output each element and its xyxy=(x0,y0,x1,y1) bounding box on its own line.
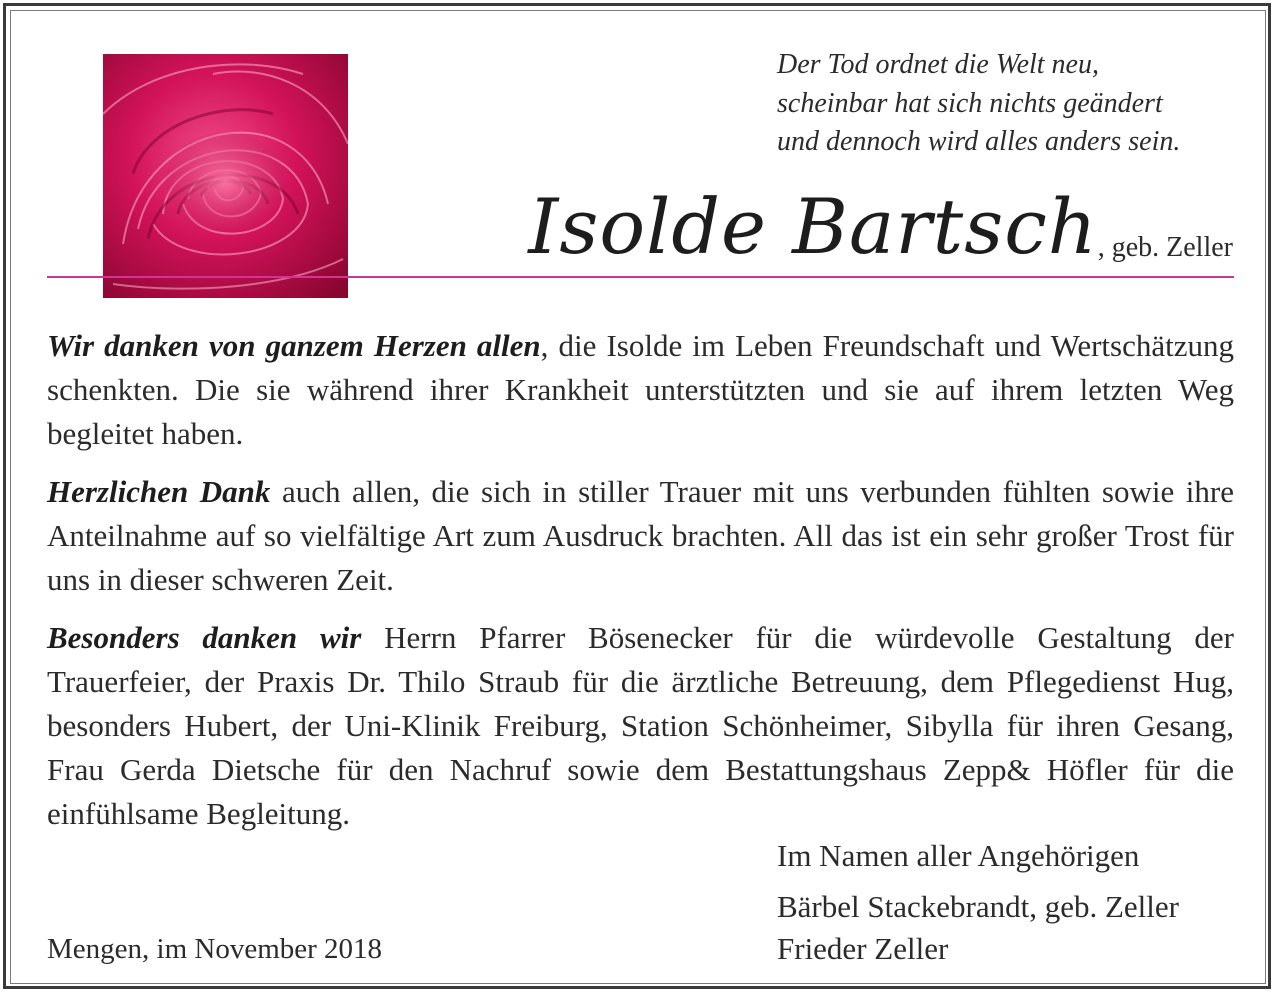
deceased-name: Isolde Bartsch xyxy=(528,182,1098,271)
paragraph-1 xyxy=(47,324,1234,456)
paragraph-2 xyxy=(47,470,1234,602)
paragraph-2-lead: Herzlichen Dank xyxy=(47,474,271,509)
paragraph-3-lead: Besonders danken wir xyxy=(47,620,362,655)
paragraph-1-lead: Wir danken von ganzem Herzen allen xyxy=(47,328,541,363)
signature-name-2: Frieder Zeller xyxy=(777,931,949,966)
quote-block xyxy=(777,46,1247,162)
accent-divider xyxy=(47,276,1234,278)
signature-name-1: Bärbel Stackebrandt, geb. Zeller xyxy=(777,889,1179,924)
paragraph-3 xyxy=(47,616,1234,836)
signature-intro: Im Namen aller Angehörigen xyxy=(777,838,1140,873)
thanks-text xyxy=(47,324,1234,850)
deceased-name-row xyxy=(528,172,1233,272)
quote-line-2: scheinbar hat sich nichts geändert xyxy=(777,87,1163,119)
paragraph-1-text: , die Isolde im Leben Freundschaft und Wertschätzung schenkten. Die sie während ihrer Krankheit unterstützten und sie auf ihrem letzten Weg begleitet haben. xyxy=(47,328,1235,451)
place-date: Mengen, im November 2018 xyxy=(47,933,383,965)
quote-line-1: Der Tod ordnet die Welt neu, xyxy=(777,49,1099,80)
paragraph-3-text: Herrn Pfarrer Bösenecker für die würdevolle Gestaltung der Trauerfeier, der Praxis Dr. Thilo Straub für die ärztliche Betreuung, dem Pflegedienst Hug, besonders Hubert, der Uni-Klinik Freiburg, Station Schönheimer, Sibylla für ihren Gesang, Frau Gerda Dietsche für den Nachruf sowie dem Bestattungshaus Zepp& Höfler für die einfühlsame Begleitung. xyxy=(47,620,1235,831)
rose-image xyxy=(103,54,348,298)
paragraph-2-text: auch allen, die sich in stiller Trauer mit uns verbunden fühlten sowie ihre Anteilnahme auf so vielfältige Art zum Ausdruck brachten. All das ist ein sehr großer Trost für uns in dieser schweren Zeit. xyxy=(47,474,1234,597)
deceased-birth-name: , geb. Zeller xyxy=(1097,232,1233,263)
quote-line-3: und dennoch wird alles anders sein. xyxy=(777,126,1181,157)
